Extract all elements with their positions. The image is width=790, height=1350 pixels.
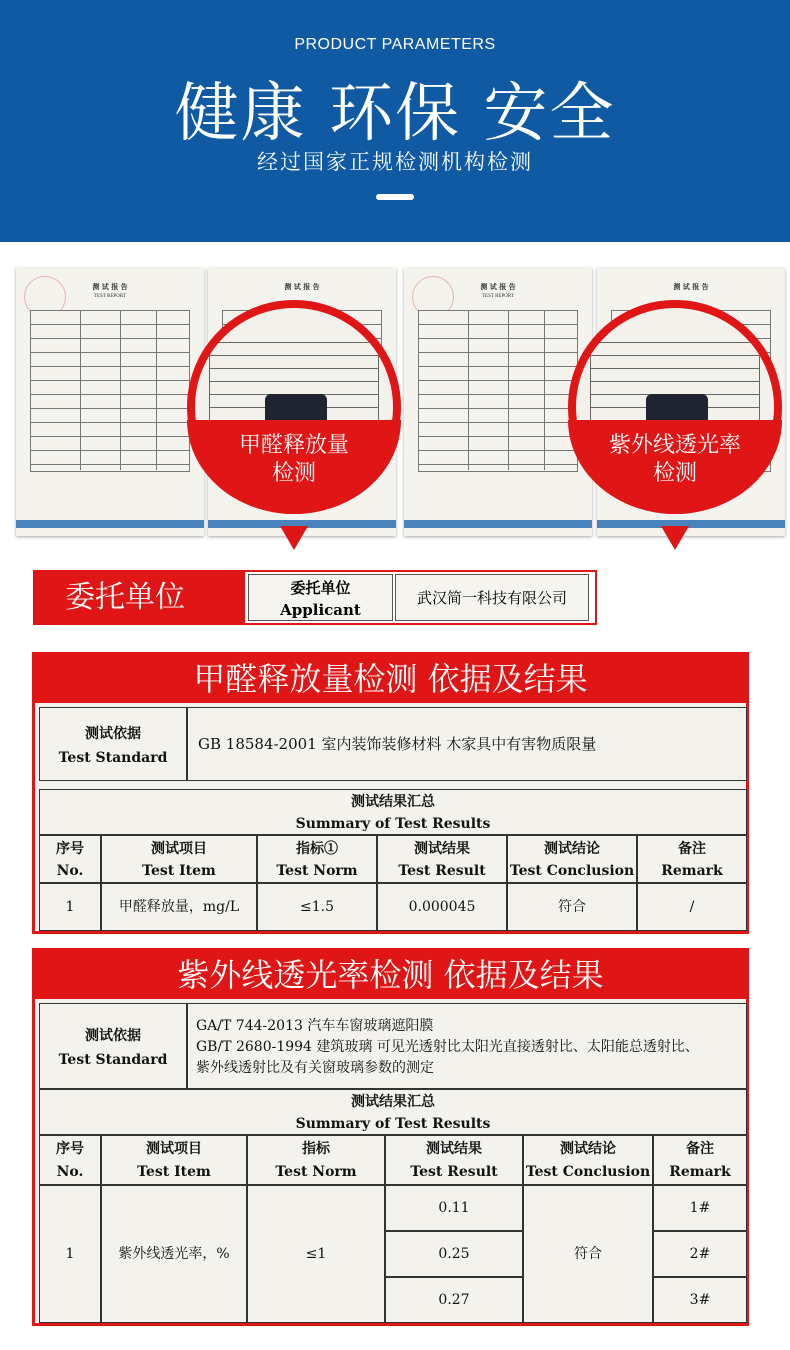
header-en-title: PRODUCT PARAMETERS xyxy=(294,36,496,53)
col-en: Test Conclusion xyxy=(509,863,635,879)
standard-label-en: Test Standard xyxy=(58,750,168,766)
col-cn: 测试结论 xyxy=(560,1141,616,1157)
col-header-conclusion xyxy=(523,1135,653,1185)
col-cn: 测试项目 xyxy=(151,841,207,857)
col-header-conclusion xyxy=(507,835,637,883)
client-label: 委托单位 xyxy=(35,572,245,623)
badge-pointer xyxy=(280,526,308,550)
row-conclusion: 符合 xyxy=(507,883,637,931)
standard-label-en: Test Standard xyxy=(58,1052,168,1068)
col-header-item xyxy=(101,1135,247,1185)
row-remark-2: 2# xyxy=(653,1231,747,1277)
report-column-line xyxy=(508,310,509,470)
formaldehyde-badge xyxy=(187,300,401,514)
report-column-line xyxy=(80,310,81,470)
col-en: Test Result xyxy=(398,863,486,879)
col-header-no xyxy=(39,1135,101,1185)
col-cn: 测试结果 xyxy=(414,841,470,857)
report-column-line xyxy=(468,310,469,470)
row-conclusion: 符合 xyxy=(523,1185,653,1323)
col-cn: 测试结论 xyxy=(544,841,600,857)
client-row xyxy=(33,570,597,625)
row-norm: ≤1 xyxy=(247,1185,385,1323)
summary-en: Summary of Test Results xyxy=(295,1116,491,1132)
row-item: 紫外线透光率，% xyxy=(101,1185,247,1323)
col-cn: 指标① xyxy=(296,841,338,857)
standard-line-1: GA/T 744-2013 汽车车窗玻璃遮阳膜 xyxy=(196,1018,434,1034)
report-footer-bar xyxy=(16,520,204,528)
report-subtitle: TEST REPORT xyxy=(482,294,514,299)
report-column-line xyxy=(156,310,157,470)
standard-line-3: 紫外线透射比及有关窗玻璃参数的测定 xyxy=(196,1060,434,1076)
col-cn: 序号 xyxy=(56,1141,84,1157)
col-header-no xyxy=(39,835,101,883)
uv-heading: 紫外线透光率检测 依据及结果 xyxy=(35,951,746,999)
col-en: No. xyxy=(56,1164,84,1180)
summary-title xyxy=(39,789,747,835)
badge-pointer xyxy=(661,526,689,550)
uv-panel xyxy=(32,948,749,1326)
col-cn: 备注 xyxy=(678,841,706,857)
col-header-remark xyxy=(653,1135,747,1185)
col-cn: 测试项目 xyxy=(146,1141,202,1157)
col-header-norm xyxy=(247,1135,385,1185)
col-en: Test Result xyxy=(410,1164,498,1180)
client-value: 武汉简一科技有限公司 xyxy=(395,574,589,621)
row-remark-3: 3# xyxy=(653,1277,747,1323)
report-table xyxy=(30,310,190,472)
row-result-2: 0.25 xyxy=(385,1231,523,1277)
formaldehyde-badge-label: 甲醛释放量 检测 xyxy=(238,433,349,486)
report-column-line xyxy=(544,310,545,470)
uv-badge-label: 紫外线透光率 检测 xyxy=(608,433,741,486)
standard-label-cn: 测试依据 xyxy=(85,726,141,742)
col-en: Test Norm xyxy=(275,1164,357,1180)
standard-label-cn: 测试依据 xyxy=(85,1028,141,1044)
row-result-3: 0.27 xyxy=(385,1277,523,1323)
header-subtitle: 经过国家正规检测机构检测 xyxy=(257,150,533,174)
header-divider xyxy=(376,194,414,200)
col-header-result xyxy=(385,1135,523,1185)
col-header-item xyxy=(101,835,257,883)
standard-label xyxy=(39,1003,187,1089)
report-title: 测 试 报 告 xyxy=(92,282,128,291)
row-no: 1 xyxy=(39,883,101,931)
col-cn: 备注 xyxy=(686,1141,714,1157)
summary-cn: 测试结果汇总 xyxy=(351,794,435,810)
report-column-line xyxy=(120,310,121,470)
standard-value: GB 18584-2001 室内装饰装修材料 木家具中有害物质限量 xyxy=(187,707,747,781)
col-cn: 测试结果 xyxy=(426,1141,482,1157)
summary-title xyxy=(39,1089,747,1135)
report-page-3 xyxy=(404,268,592,536)
col-en: Test Conclusion xyxy=(525,1164,651,1180)
row-norm: ≤1.5 xyxy=(257,883,377,931)
col-en: Test Item xyxy=(142,863,216,879)
standard-value xyxy=(187,1003,747,1089)
header-banner xyxy=(0,0,790,242)
row-result-1: 0.11 xyxy=(385,1185,523,1231)
col-en: No. xyxy=(56,863,84,879)
col-en: Test Norm xyxy=(276,863,358,879)
row-remark-1: 1# xyxy=(653,1185,747,1231)
report-title: 测 试 报 告 xyxy=(480,282,516,291)
col-header-result xyxy=(377,835,507,883)
uv-badge xyxy=(568,300,782,514)
client-field-cn: 委托单位 xyxy=(290,579,351,597)
row-item: 甲醛释放量，mg/L xyxy=(101,883,257,931)
summary-cn: 测试结果汇总 xyxy=(351,1094,435,1110)
col-en: Remark xyxy=(661,863,723,879)
col-header-norm xyxy=(257,835,377,883)
header-title: 健康 环保 安全 xyxy=(174,77,616,151)
standard-label xyxy=(39,707,187,781)
report-page-1 xyxy=(16,268,204,536)
standard-line-2: GB/T 2680-1994 建筑玻璃 可见光透射比太阳光直接透射比、太阳能总透射比、 xyxy=(196,1039,699,1055)
col-en: Remark xyxy=(669,1164,731,1180)
formaldehyde-heading: 甲醛释放量检测 依据及结果 xyxy=(35,655,746,703)
client-field-label xyxy=(248,574,393,621)
col-en: Test Item xyxy=(137,1164,211,1180)
row-result: 0.000045 xyxy=(377,883,507,931)
report-footer-bar xyxy=(404,520,592,528)
report-title: 测 试 报 告 xyxy=(673,282,709,291)
col-header-remark xyxy=(637,835,747,883)
row-remark: / xyxy=(637,883,747,931)
client-field-en: Applicant xyxy=(280,601,361,619)
report-subtitle: TEST REPORT xyxy=(94,294,126,299)
row-no: 1 xyxy=(39,1185,101,1323)
formaldehyde-panel xyxy=(32,652,749,934)
report-table xyxy=(418,310,578,472)
report-title: 测 试 报 告 xyxy=(284,282,320,291)
summary-en: Summary of Test Results xyxy=(295,816,491,832)
col-cn: 序号 xyxy=(56,841,84,857)
col-cn: 指标 xyxy=(302,1141,330,1157)
report-footer-bar xyxy=(597,520,785,528)
